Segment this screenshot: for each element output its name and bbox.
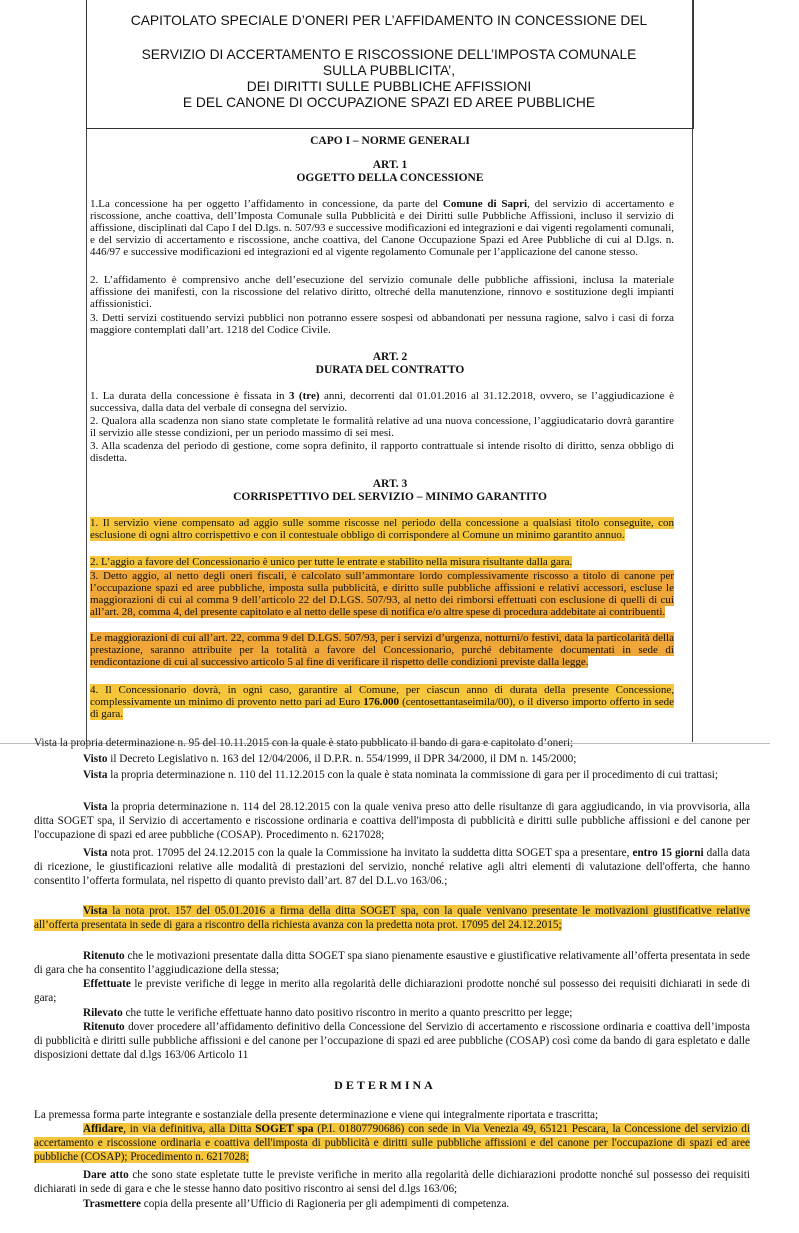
vista-determinazione-110: Vista la propria determinazione n. 110 del 11.12.2015 con la quale è stata nominata la commissione di gara per il procedimento di cui trattasi; (83, 769, 719, 781)
trasmettere-paragraph: Trasmettere copia della presente all’Ufficio di Ragioneria per gli adempimenti di competenza. (83, 1198, 510, 1210)
ritenuto-motivazioni: Ritenuto che le motivazioni presentate dalla ditta SOGET spa siano pienamente esaustive e giustificative relativamente all’offerta presentata in sede di gara che ha consentito l’aggiudicazione della stessa; (34, 950, 750, 977)
doc-title-line-1: CAPITOLATO SPECIALE D’ONERI PER L’AFFIDAMENTO IN CONCESSIONE DEL (130, 13, 648, 28)
art2-title: DURATA DEL CONTRATTO (315, 364, 465, 376)
art3-paragraph-4: Le maggiorazioni di cui all’art. 22, comma 9 del D.LGS. 507/93, per i servizi d’urgenza, notturni/o festivi, data la particolarità della prestazione, saranno attribuite per la totalità a favore del Concessionario, purché debitamente documentati in sede di rendicontazione di cui al successivo articolo 5 al fine di verificare il rispetto delle condizioni previste dalla legge. (90, 632, 674, 669)
determinazione-document (0, 737, 770, 1233)
art3-title: CORRISPETTIVO DEL SERVIZIO – MINIMO GARANTITO (233, 491, 547, 503)
cut-off-line: Vista la propria determinazione n. 95 del 10.11.2015 con la quale è stato pubblicato il bando di gara e capitolato d’oneri; (34, 737, 574, 749)
rilevato-verifiche: Rilevato che tutte le verifiche effettuate hanno dato positivo riscontro in merito a quanto prescritto per legge; (83, 1007, 573, 1019)
effettuate-verifiche: Effettuate le previste verifiche di legge in merito alla regolarità delle dichiarazioni prodotte nonché sul possesso dei requisiti dichiarati in sede di gara; (34, 978, 750, 1005)
art1-number: ART. 1 (372, 159, 408, 171)
doc-title-line-4: DEI DIRITTI SULLE PUBBLICHE AFFISSIONI (246, 79, 532, 94)
art3-paragraph-3: 3. Detto aggio, al netto degli oneri fiscali, è calcolato sull’ammontare lordo complessivamente riscosso a titolo di canone per l’occupazione spazi ed aree pubbliche, imposta sulla pubblicità, e diritto sulle pubbliche affissioni e relativi accessori, escluse le maggiorazioni di cui al comma 9 dell’articolo 22 del D.LGS. 507/93, al netto dei rimborsi effettuati con esclusione di quelli di cui all’art. 28, comma 4, del presente capitolato e al netto delle spese di notifica e/o altre spese di procedura addebitate ai contribuenti. (90, 570, 674, 619)
art1-paragraph-2: 2. L’affidamento è comprensivo anche dell’esecuzione del servizio comunale delle pubbliche affissioni, inclusa la materiale affissione dei manifesti, con la riscossione del relativo diritto, oltreché della manutenzione, rinnovo e sostituzione degli impianti affissionistici. (90, 274, 674, 311)
art2-number: ART. 2 (372, 351, 408, 363)
art1-title: OGGETTO DELLA CONCESSIONE (296, 172, 484, 184)
art2-paragraph-3: 3. Alla scadenza del periodo di gestione, come sopra definito, il rapporto contrattuale si intende risolto di diritto, senza obbligo di disdetta. (90, 440, 674, 465)
art3-paragraph-5: 4. Il Concessionario dovrà, in ogni caso, garantire al Comune, per ciascun anno di durata della presente Concessione, complessivamente un minimo di provento netto pari ad Euro 176.000 (centosettantaseimila/00), o il diverso importo offerto in sede di gara. (90, 684, 674, 721)
vista-nota-157: Vista la nota prot. 157 del 05.01.2016 a firma della ditta SOGET spa, con la quale venivano presentate le motivazioni giustificative relative all’offerta presentata in sede di gara a riscontro della richiesta avanza con la predetta nota prot. 17095 del 24.12.2015; (34, 905, 750, 932)
art1-paragraph-1: 1.La concessione ha per oggetto l’affidamento in concessione, da parte del Comune di Sapri, del servizio di accertamento e riscossione, anche coattiva, dell’Imposta Comunale sulla Pubblicità e dei Diritti sulle Pubbliche Affissioni, incluso il servizio di affissione, disciplinati dal Capo I del D.lgs. n. 507/93 e successive modificazioni ed integrazioni e dai vigenti regolamenti comunali, e del servizio di accertamento e riscossione, anche coattiva, del Canone Occupazione Spazi ed Aree Pubbliche di cui al D.lgs. n. 446/97 e successive modificazioni ed integrazioni ed al vigente regolamento Comunale per l’applicazione del canone stesso. (90, 198, 675, 259)
art3-number: ART. 3 (372, 478, 408, 490)
art3-paragraph-1: 1. Il servizio viene compensato ad aggio sulle somme riscosse nel periodo della concessione a qualsiasi titolo conseguite, con esclusione di ogni altro corrispettivo e con il contestuale obbligo di corrispondere al Comune un minimo garantito annuo. (90, 517, 674, 542)
art2-paragraph-2: 2. Qualora alla scadenza non siano state completate le formalità relative ad una nuova concessione, l’aggiudicatario dovrà garantire il servizio alle stesse condizioni, per un periodo massimo di sei mesi. (90, 415, 674, 440)
doc-title-line-5: E DEL CANONE DI OCCUPAZIONE SPAZI ED AREE PUBBLICHE (182, 95, 596, 110)
vista-determinazione-114: Vista la propria determinazione n. 114 del 28.12.2015 con la quale veniva preso atto delle risultanze di gara aggiudicando, in via provvisoria, alla ditta SOGET spa, il Servizio di accertamento e riscossione ordinaria e coattiva dell'imposta di pubblicità e diritti sulle pubbliche affissioni e del canone per l'occupazione di spazi ed aree pubbliche (COSAP). Procedimento n. 6217028; (34, 801, 750, 842)
premessa-paragraph: La premessa forma parte integrante e sostanziale della presente determinazione e viene qui integralmente riportata e trascritta; (34, 1109, 599, 1121)
art1-paragraph-3: 3. Detti servizi costituendo servizi pubblici non potranno essere sospesi od abbandonati per nessuna ragione, salvo i casi di forza maggiore contemplati dall’art. 1218 del Codice Civile. (90, 312, 674, 337)
doc-title-line-2: SERVIZIO DI ACCERTAMENTO E RISCOSSIONE DELL’IMPOSTA COMUNALE (141, 47, 637, 62)
vista-nota-17095: Vista nota prot. 17095 del 24.12.2015 con la quale la Commissione ha invitato la suddetta ditta SOGET spa a presentare, entro 15 giorni dalla data di ricezione, le giustificazioni relative alle modalità di prestazioni del servizio, nonché relative agli altri elementi di valutazione dell'offerta, che hanno consentito l’offerta formulata, nel rispetto di quanto previsto dall’art. 87 del D.L.vo 163/06.; (34, 847, 750, 888)
art3-paragraph-2: 2. L’aggio a favore del Concessionario è unico per tutte le entrate e stabilito nella misura risultante dalla gara. (90, 556, 573, 568)
dare-atto-paragraph: Dare atto che sono state espletate tutte le previste verifiche in merito alla regolarità delle dichiarazioni prodotte nonché sul possesso dei requisiti dichiarati in sede di gara e che le stesse hanno dato positivo riscontro ai sensi del d.lgs 163/06; (34, 1169, 751, 1196)
doc-title-line-3: SULLA PUBBLICITA’, (322, 63, 456, 78)
affidare-paragraph: Affidare, in via definitiva, alla Ditta SOGET spa (P.I. 01807790686) con sede in Via Venezia 49, 65121 Pescara, la Concessione del servizio di accertamento e riscossione ordinaria e coattiva dell'imposta di pubblicità e diritti sulle pubbliche affissioni e del canone per l'occupazione di spazi ed aree pubbliche (COSAP); Procedimento n. 6217028; (34, 1123, 750, 1164)
visto-decreto: Visto il Decreto Legislativo n. 163 del 12/04/2006, il D.P.R. n. 554/1999, il DPR 34/2000, il DM n. 145/2000; (83, 753, 577, 765)
ritenuto-affidamento: Ritenuto dover procedere all’affidamento definitivo della Concessione del Servizio di accertamento e riscossione ordinaria e coattiva dell’imposta di pubblicità e diritti sulle pubbliche affissioni e del canone per l’occupazione di spazi ed aree pubbliche (COSAP) così come da bando di gara espletato e dalle disposizioni dettate dal d.lgs 163/06 Articolo 11 (34, 1021, 750, 1062)
art2-paragraph-1: 1. La durata della concessione è fissata in 3 (tre) anni, decorrenti dal 01.01.2016 al 31.12.2018, ovvero, se l’aggiudicazione è successiva, dalla data del verbale di consegna del servizio. (90, 390, 675, 415)
capo-heading: CAPO I – NORME GENERALI (310, 135, 470, 147)
determina-heading: DETERMINA (334, 1078, 436, 1092)
